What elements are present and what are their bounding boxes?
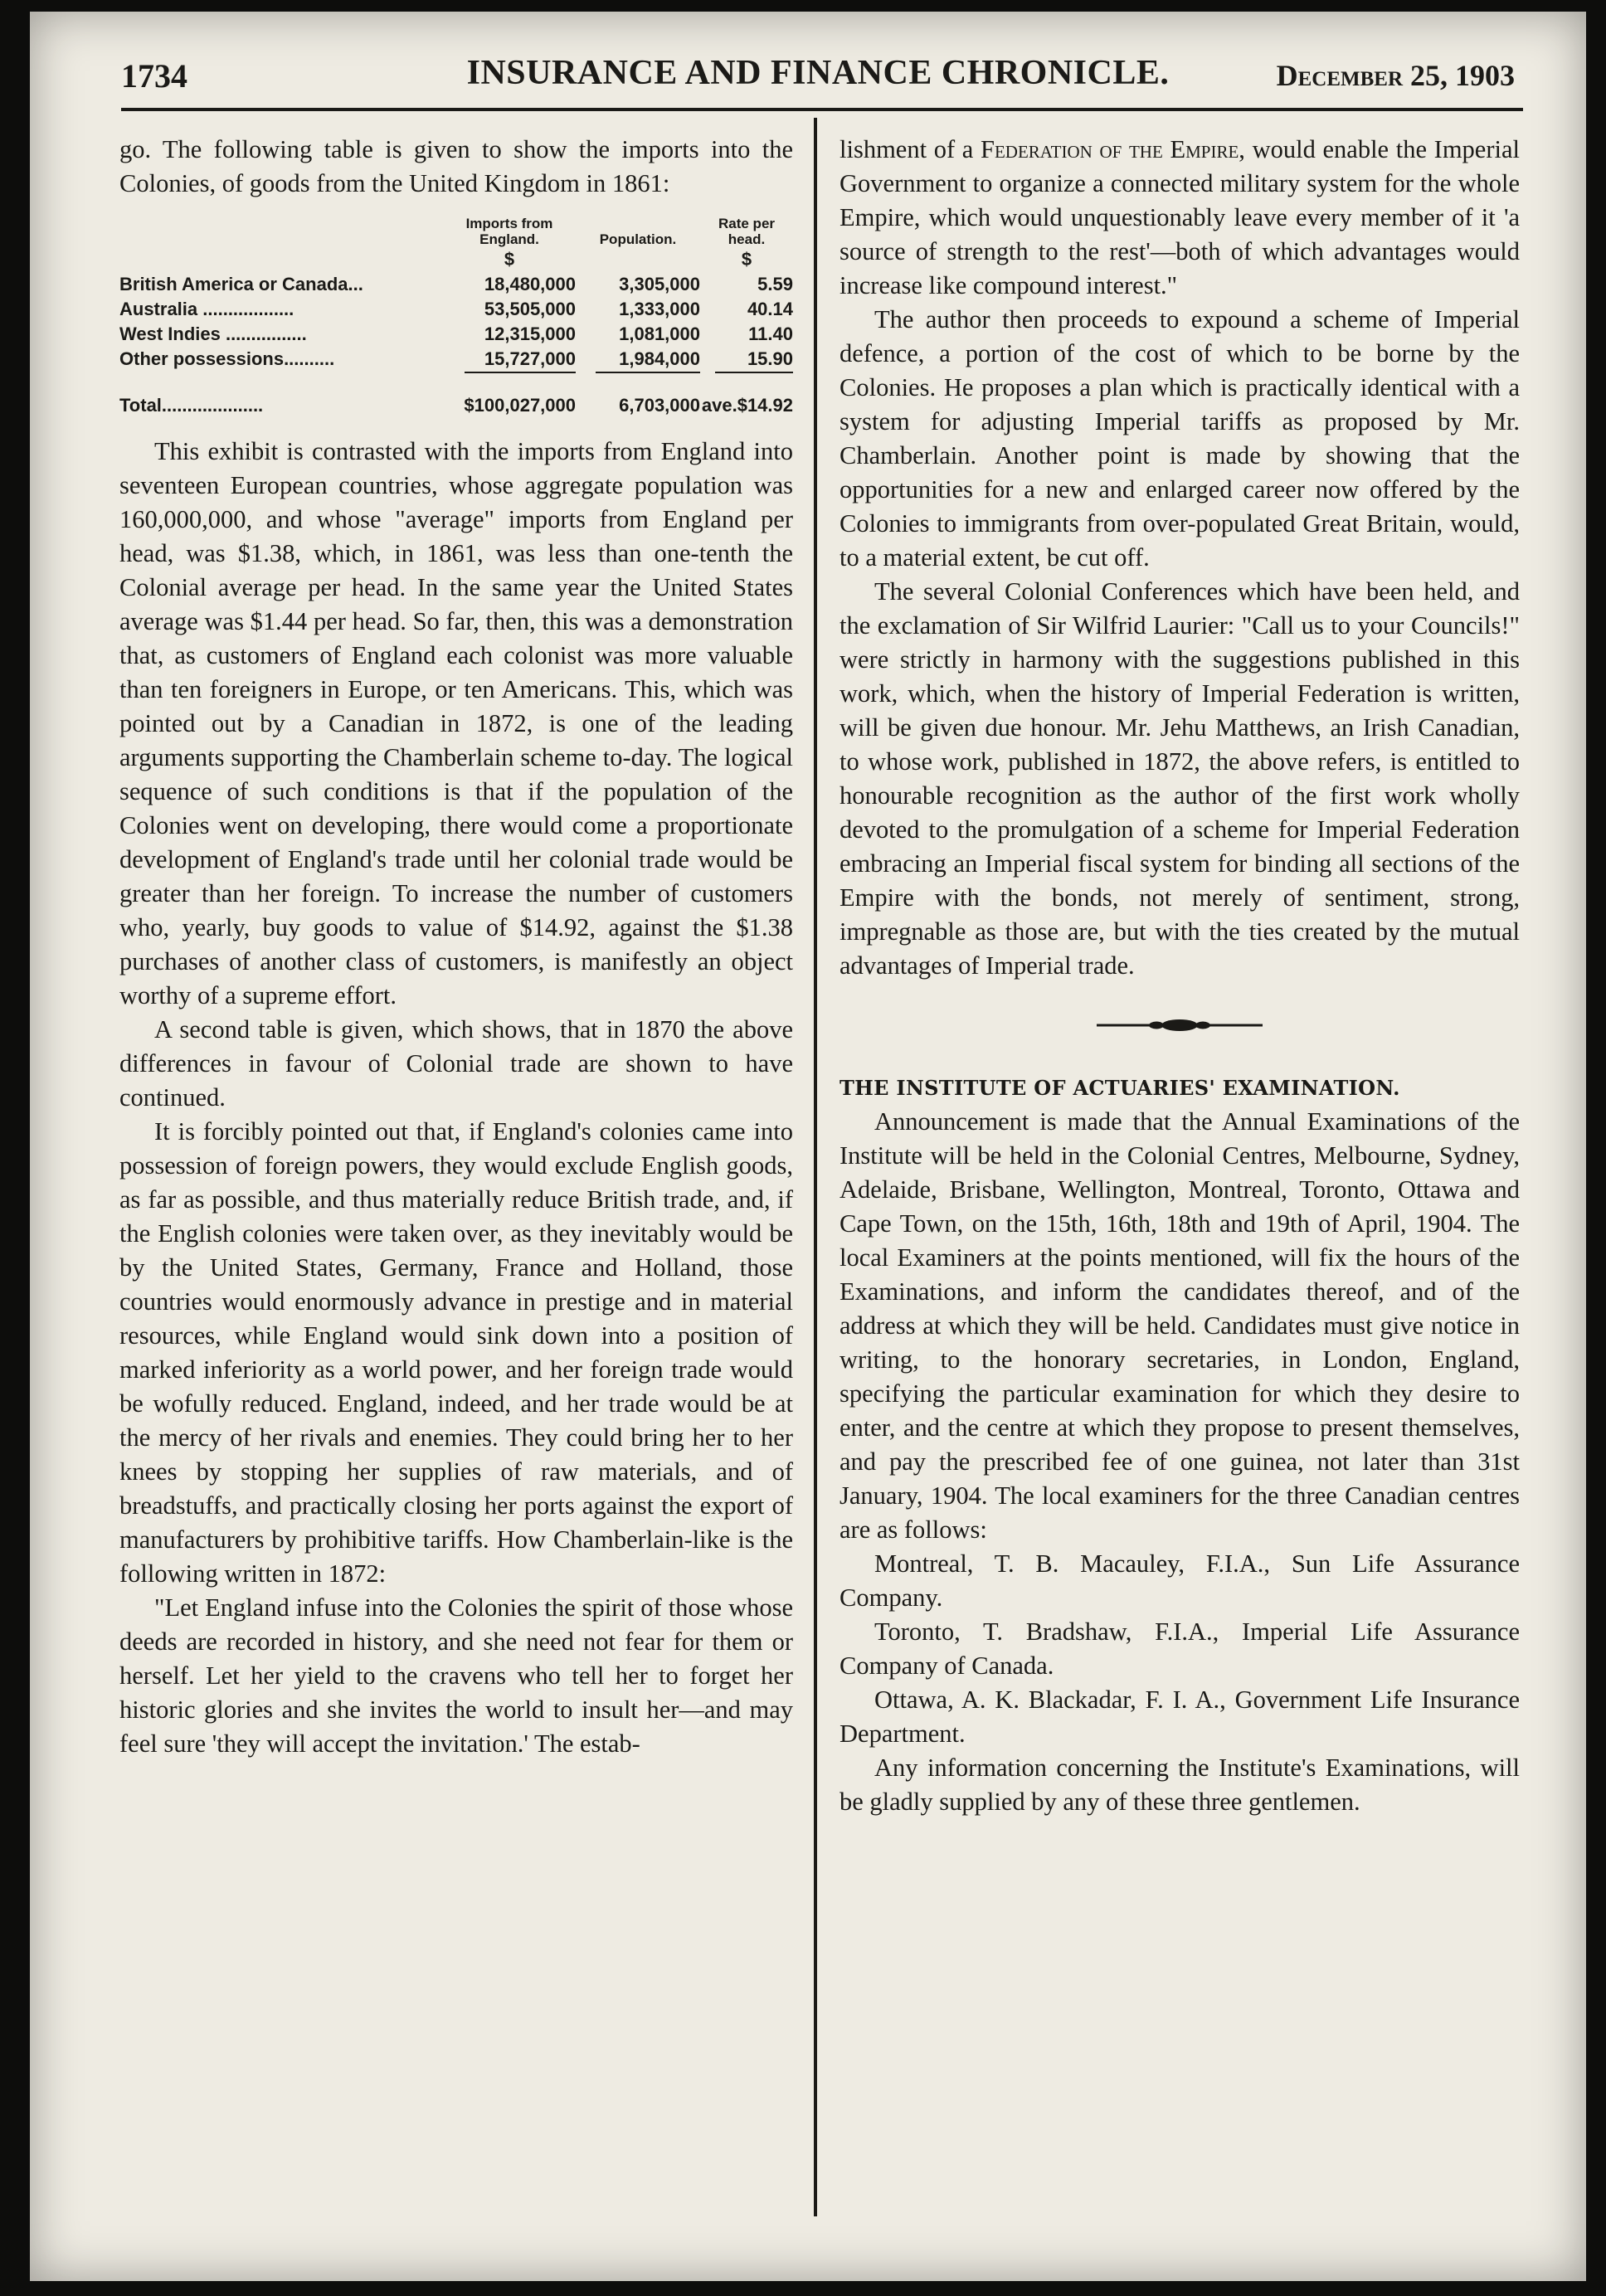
- paragraph: Montreal, T. B. Macauley, F.I.A., Sun Life Assurance Company.: [840, 1549, 1520, 1612]
- total-rate: ave.$14.92: [701, 395, 793, 416]
- row-rate: 15.90: [747, 348, 793, 369]
- row-name: Other possessions..........: [119, 348, 335, 369]
- table-row: [119, 297, 793, 322]
- quotation-paragraph: "Let England infuse into the Colonies the spirit of those whose deeds are recorded in history, and she need not fear for them or herself. Let her yield to the cravens who tell her to forget her historic glories and she invites the world to insult her—and may feel sure 'they will accept the invitation.' The estab-: [119, 1593, 793, 1758]
- row-population: 1,333,000: [619, 299, 700, 319]
- paragraph: This exhibit is contrasted with the imports from England into seventeen European countries, whose aggregate population was 160,000,000, and whose "average" imports from England per head, was $1.38, which, in 1861, was less than one-tenth the Colonial average per head. In the same year the United States average was $1.44 per head. So far, then, this was a demonstration that, as customers of England each colonist was more valuable than ten foreigners in Europe, or ten Americans. This, which was pointed out by a Canadian in 1872, is one of the leading arguments supporting the Chamberlain scheme to-day. The logical sequence of such conditions is that if the population of the Colonies went on developing, there would come a proportionate development of England's trade until her colonial trade would be greater than her foreign. To increase the number of customers who, yearly, buy goods to value of $14.92, against the $1.38 purchases of another class of customers, is manifestly an object worthy of a supreme effort.: [119, 437, 793, 1009]
- paragraph: Toronto, T. Bradshaw, F.I.A., Imperial Life Assurance Company of Canada.: [840, 1617, 1520, 1680]
- intro-paragraph: go. The following table is given to show the imports into the Colonies, of goods from the United Kingdom in 1861:: [119, 135, 793, 197]
- table-unit-row: [119, 247, 793, 272]
- table-row: [119, 272, 793, 297]
- total-label: Total....................: [119, 395, 264, 416]
- row-rate: 11.40: [748, 323, 793, 344]
- total-population: 6,703,000: [619, 395, 700, 416]
- paragraph: Announcement is made that the Annual Examinations of the Institute will be held in the Colonial Centres, Melbourne, Sydney, Adelaide, Brisbane, Wellington, Montreal, Toronto, Ottawa and Cape Town, on the 15th, 16th, 18th and 19th of April, 1904. The local Examiners at the points mentioned, will fix the hours of the Examinations, and inform the candidates thereof, and of the address at which they will be held. Candidates must give notice in writing, to the honorary secretaries, in London, England, specifying the particular examination for which they desire to enter, and the centre at which they propose to present themselves, and pay the prescribed fee of one guinea, not later than 31st January, 1904. The local examiners for the three Canadian centres are as follows:: [840, 1107, 1520, 1544]
- row-name: British America or Canada...: [119, 274, 363, 294]
- paragraph: Ottawa, A. K. Blackadar, F. I. A., Government Life Insurance Department.: [840, 1686, 1520, 1748]
- total-imports: $100,027,000: [464, 395, 576, 416]
- row-name: Australia ..................: [119, 299, 294, 319]
- imports-table: [119, 216, 793, 418]
- federation-small-caps: Federation of the Empire,: [981, 135, 1245, 163]
- paragraph: The author then proceeds to expound a scheme of Imperial defence, a portion of the cost of which to be borne by the Colonies. He proposes a plan which is practically identical with a system for adjusting Imperial tariffs as proposed by Mr. Chamberlain. Another point is made by showing that the opportunities for a new and enlarged career now offered by the Colonies to immigrants from over-populated Great Britain, would, to a material extent, be cut off.: [840, 305, 1520, 572]
- paragraph: The several Colonial Conferences which have been held, and the exclamation of Sir Wilfrid Laurier: "Call us to your Councils!" were strictly in harmony with the suggestions published in this work, which, when the history of Imperial Federation is written, will be given due honour. Mr. Jehu Matthews, an Irish Canadian, to whose work, published in 1872, the above refers, is entitled to honourable recognition as the author of the first work wholly devoted to the promulgation of a scheme for Imperial Federation embracing an Imperial fiscal system for binding all sections of the Empire with the bonds, not merely of sentiment, strong, impregnable as those are, but with the ties created by the mutual advantages of Imperial trade.: [840, 577, 1520, 980]
- row-rate: 40.14: [747, 299, 793, 319]
- unit-imports: $: [504, 249, 515, 270]
- col-imports-header: Imports from England.: [465, 216, 553, 247]
- issue-date: December 25, 1903: [1276, 59, 1515, 92]
- row-population: 3,305,000: [619, 274, 700, 294]
- page-number: 1734: [121, 57, 187, 95]
- section-heading: THE INSTITUTE OF ACTUARIES' EXAMINATION.: [840, 1076, 1400, 1100]
- row-imports: 53,505,000: [484, 299, 576, 319]
- journal-title: INSURANCE AND FINANCE CHRONICLE.: [466, 54, 1170, 92]
- paragraph: A second table is given, which shows, that in 1870 the above differences in favour of Colonial trade are shown to have continued.: [119, 1015, 793, 1112]
- paragraph: lishment of a Federation of the Empire, would enable the Imperial Government to organize a connected military system for the whole Empire, which would unquestionably leave every member of it 'a source of strength to the rest'—both of which advantages would increase like compound interest.": [840, 135, 1520, 299]
- table-header-row: [119, 216, 793, 247]
- row-population: 1,984,000: [619, 348, 700, 369]
- table-row: [119, 322, 793, 347]
- header-rule: [121, 108, 1523, 111]
- row-name: West Indies ................: [119, 323, 307, 344]
- unit-rate: $: [741, 249, 752, 270]
- row-population: 1,081,000: [619, 323, 700, 344]
- row-imports: 18,480,000: [484, 274, 576, 294]
- row-imports: 15,727,000: [484, 348, 576, 369]
- right-column: [840, 133, 1520, 1819]
- paragraph: It is forcibly pointed out that, if England's colonies came into possession of foreign powers, they would exclude English goods, as far as possible, and thus materially reduce British trade, and, if the English colonies were taken over, as they inevitably would be by the United States, Germany, France and Holland, those countries would enormously advance in prestige and in material resources, while England would sink down into a position of marked inferiority as a world power, and her foreign trade would be wofully reduced. England, indeed, and her trade would be at the mercy of her rivals and enemies. They could bring her to her knees by stopping her supplies of raw materials, and of breadstuffs, and practically closing her ports against the export of manufacturers by prohibitive tariffs. How Chamberlain-like is the following written in 1872:: [119, 1117, 793, 1588]
- table-row: [119, 347, 793, 372]
- col-rate-header: Rate per head.: [718, 216, 776, 247]
- table-total-row: [119, 373, 793, 418]
- newspaper-page: [30, 12, 1586, 2281]
- column-rule: [814, 118, 817, 2216]
- row-imports: 12,315,000: [484, 323, 576, 344]
- section-divider-ornament: [1097, 1016, 1263, 1034]
- paragraph: Any information concerning the Institute's Examinations, will be gladly supplied by any of these three gentlemen.: [840, 1754, 1520, 1816]
- left-column: [119, 133, 793, 1761]
- col-population-header: Population.: [599, 231, 677, 247]
- page-header: [121, 45, 1515, 103]
- row-rate: 5.59: [757, 274, 793, 294]
